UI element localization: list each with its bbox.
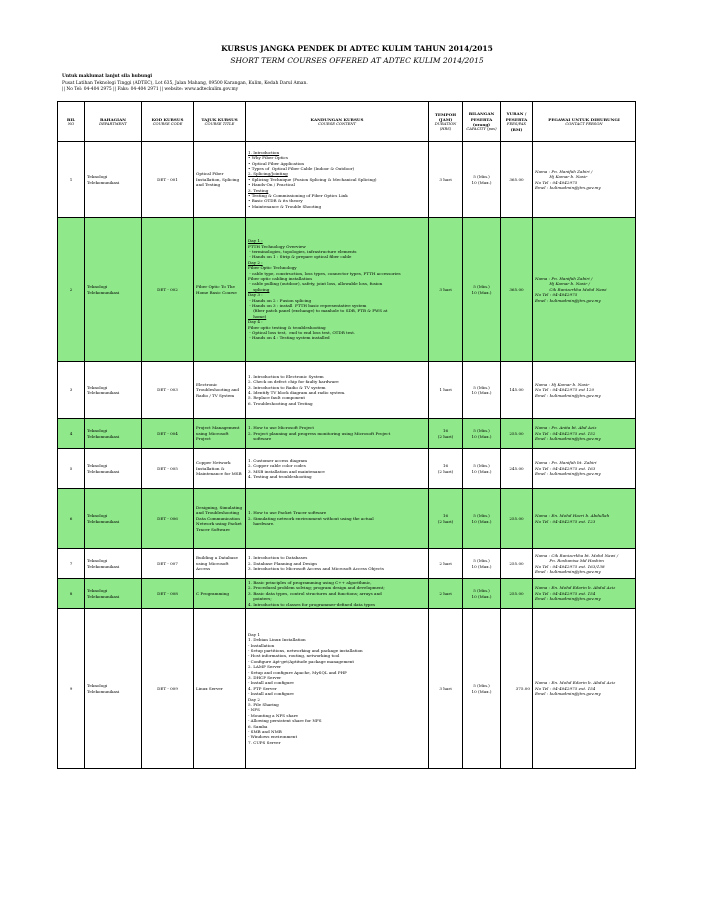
page-title: KURSUS JANGKA PENDEK DI ADTEC KULIM TAHUN 2014/2015	[221, 44, 493, 53]
info-address: Pusat Latihan Teknologi Tinggi (ADTEC), Lot 635, Jalan Mahang, 09500 Karangan, Kulim, Kedah Darul Aman.	[62, 81, 308, 86]
course-duration: 16 (2 hari)	[429, 449, 463, 489]
course-contact: Nama : En. Mohd Edarin b. Abdul Aziz No Tel : 04-4042975 ext. 154 Emel : kulimadmin@jtm.gov.my	[533, 609, 636, 769]
course-fee: 365.00	[501, 218, 533, 362]
course-capacity: 5 (Min.) 10 (Max.)	[463, 489, 501, 549]
col-tempoh: TEMPOH (JAM) DURATION (HRS)	[429, 102, 463, 142]
col-tajuk: TAJUK KURSUS COURSE TITLE	[194, 102, 246, 142]
course-fee: 145.00	[501, 362, 533, 419]
course-capacity: 5 (Min.) 10 (Max.)	[463, 549, 501, 579]
course-content: 1. Customer access diagram 2. Copper cable color codes 3. MSB installation and maintenance 4. Testing and troubleshooting	[246, 449, 429, 489]
course-code: DET - 008	[142, 579, 194, 609]
course-row	[58, 449, 636, 489]
course-contact: Nama : Pn. Hanifah Zabiri / Hj Kamar b. Nasir No Tel : 04-4042975 Emel : kulimadmin@jtm.gov.my	[533, 142, 636, 218]
table-header-row	[58, 102, 636, 142]
course-fee: 255.00	[501, 489, 533, 549]
course-dept: Teknologi Telekomunikasi	[85, 579, 142, 609]
course-title: Linux Server	[194, 609, 246, 769]
course-capacity: 5 (Min.) 10 (Max.)	[463, 449, 501, 489]
course-capacity: 5 (Min.) 10 (Max.)	[463, 419, 501, 449]
course-content: 1. Introduction to Electronic System 2. Check on defect chip for faulty hardware 3. Introduction to Radio & TV system 4. Identify TV block diagram and radio system. 5. Replace fault component 6. Troubleshooting and Testing	[246, 362, 429, 419]
course-capacity: 5 (Min.) 10 (Max.)	[463, 218, 501, 362]
course-content: 1. How to use Packet Tracer software 2. Simulating network environment without using the actual hardware.	[246, 489, 429, 549]
course-contact: Nama : Pn. Hanifah Zabiri / Hj Kamar b. Nasir / Cik Ranizerkha Mohd Nawi No Tel : 04-4042975 Emel : kulimadmin@jtm.gov.my	[533, 218, 636, 362]
course-no: 1	[58, 142, 85, 218]
course-row	[58, 489, 636, 549]
course-dept: Teknologi Telekomunikasi	[85, 218, 142, 362]
course-code: DET - 004	[142, 419, 194, 449]
course-code: DET - 002	[142, 218, 194, 362]
col-pegawai: PEGAWAI UNTUK DIHUBUNGI CONTACT PERSON	[533, 102, 636, 142]
course-dept: Teknologi Telekomunikasi	[85, 142, 142, 218]
course-duration: 3 hari	[429, 609, 463, 769]
info-heading: Untuk maklumat lanjut sila hubungi	[62, 74, 153, 79]
col-bil: BIL NO	[58, 102, 85, 142]
page-subtitle: SHORT TERM COURSES OFFERED AT ADTEC KULIM 2014/2015	[230, 56, 484, 65]
course-duration: 16 (2 hari)	[429, 419, 463, 449]
course-dept: Teknologi Telekomunikasi	[85, 419, 142, 449]
course-no: 6	[58, 489, 85, 549]
course-duration: 3 hari	[429, 142, 463, 218]
course-row	[58, 609, 636, 769]
course-no: 4	[58, 419, 85, 449]
course-table	[57, 101, 636, 769]
course-fee: 255.00	[501, 549, 533, 579]
course-contact: Nama : En. Mohd Edarin b. Abdul Aziz No Tel : 04-4042975 ext. 154 Emel : kulimadmin@jtm.gov.my	[533, 579, 636, 609]
course-content: Day 1 1. Debian Linux Installation - Installation - Setup partitions, networking and package installation - Host information, routing, networking tool - Configure Apt-get/Aptitude package management 2. LAMP Server - Setup and configure Apache, MySQL and PHP 3. DHCP Server - Install and configure 4. FTP Server - Install and configure Day 2 5. File Sharing - NFS - Mounting a NFS share - Allowing persistent share for NFS 6. Samba - SMB and NMB - Windows environment 7. CUPS Server	[246, 609, 429, 769]
course-fee: 365.00	[501, 142, 533, 218]
info-contacts: || No Tel: 04-404 2975 || Faks: 04-404 2971 || website: www.adteckulim.gov.my	[62, 87, 239, 92]
course-content: 1. Basic principles of programming using C++ algorithmic, 2. Procedural problem solving; program design and development; 3. Basic data types, control structures and functions; arrays and pointers; 4. Introduction to classes for programmer-defined data types	[246, 579, 429, 609]
course-no: 2	[58, 218, 85, 362]
course-fee: 255.00	[501, 419, 533, 449]
col-kandungan: KANDUNGAN KURSUS COURSE CONTENT	[246, 102, 429, 142]
course-dept: Teknologi Telekomunikasi	[85, 609, 142, 769]
col-yuran: YURAN / PESERTA FEES/PAX (RM)	[501, 102, 533, 142]
course-title: C Programming	[194, 579, 246, 609]
course-title: Project Management using Microsoft Project	[194, 419, 246, 449]
course-contact: Nama : En. Mohd Hazri b. Abdullah No Tel : 04-4042975 ext. 123	[533, 489, 636, 549]
course-capacity: 5 (Min.) 10 (Max.)	[463, 362, 501, 419]
course-fee: 245.00	[501, 449, 533, 489]
course-dept: Teknologi Telekomunikasi	[85, 549, 142, 579]
course-fee: 375.00	[501, 609, 533, 769]
course-fee: 255.00	[501, 579, 533, 609]
course-code: DET - 003	[142, 362, 194, 419]
course-title: Copper Network Installation & Maintenance for MSB	[194, 449, 246, 489]
course-code: DET - 009	[142, 609, 194, 769]
course-row	[58, 142, 636, 218]
course-title: Building a Database using Microsoft Access	[194, 549, 246, 579]
course-row	[58, 218, 636, 362]
course-content: Day 1 : FTTH Technology Overview - terminologies, topologies, infrastructure elements - Hands on 1 : Strip & prepare optical fiber cable Day 2 : Fiber Optic Technology - cable type, construction, loss types, connector types, FTTH accessories Fiber optic cabling installation - cable pulling (outdoor), safety, joint loss, allowable loss, fusion splicing Day 3 : - Hands on 2 : Fusion splicing - Hands on 3 : install FTTH basic representative system (fiber patch panel (exchange) to manhole to SDB, FTB & FWS at home) Day 4 : Fiber optic testing & troubleshooting - Optical loss test, end to end loss test, OTDR test. - Hands on 4 : Testing system installed	[246, 218, 429, 362]
course-dept: Teknologi Telekomunikasi	[85, 489, 142, 549]
course-title: Electronic Troubleshooting and Radio / TV System	[194, 362, 246, 419]
course-duration: 16 (2 hari)	[429, 489, 463, 549]
col-kod: KOD KURSUS COURSE CODE	[142, 102, 194, 142]
course-content: 1. Introduction • Why Fiber Optics • Optical Fiber Application • Types of Optical Fiber Cable (Indoor & Outdoor) 2. Splicing/Jointing • Splicing Technique (Fusion Splicing & Mechanical Splicing) • Hands-On / Practical 3. Testing • Testing & Commissioning of Fiber Optics Link • Basic OTDR & its theory • Maintenance & Trouble Shooting	[246, 142, 429, 218]
course-no: 5	[58, 449, 85, 489]
course-content: 1. Introduction to Databases 2. Database Planning and Design 3. Introduction to Microsoft Access and Microsoft Access Objects	[246, 549, 429, 579]
course-no: 8	[58, 579, 85, 609]
course-title: Fiber Optic To The Home Basic Course	[194, 218, 246, 362]
course-row	[58, 549, 636, 579]
course-capacity: 5 (Min.) 10 (Max.)	[463, 142, 501, 218]
course-no: 3	[58, 362, 85, 419]
course-code: DET - 007	[142, 549, 194, 579]
course-duration: 3 hari	[429, 218, 463, 362]
course-no: 7	[58, 549, 85, 579]
course-contact: Nama : Cik Ranizerkha bt. Mohd Nawi / Pn. Roshanisa Md Hashim No Tel : 04-4042975 ext. 163/138 Emel : kulimadmin@jtm.gov.my	[533, 549, 636, 579]
course-code: DET - 001	[142, 142, 194, 218]
course-title: Optical Fiber Installation, Splicing and Testing	[194, 142, 246, 218]
course-no: 9	[58, 609, 85, 769]
course-dept: Teknologi Telekomunikasi	[85, 362, 142, 419]
course-row	[58, 362, 636, 419]
col-bilangan: BILANGAN PESERTA (orang) CAPACITY (pax)	[463, 102, 501, 142]
course-row	[58, 579, 636, 609]
course-content: 1. How to use Microsoft Project 2. Project planning and progress monitoring using Microsoft Project software	[246, 419, 429, 449]
course-capacity: 5 (Min.) 10 (Max.)	[463, 609, 501, 769]
course-dept: Teknologi Telekomunikasi	[85, 449, 142, 489]
course-contact: Nama : Hj Kamar b. Nasir No Tel : 04-4042975 ext 120 Emel : kulimadmin@jtm.gov.my	[533, 362, 636, 419]
course-code: DET - 006	[142, 489, 194, 549]
course-contact: Nama : Pn. Anita bt. Abd Aziz No Tel : 04-4042975 ext. 152 Emel : kulimadmin@jtm.gov.my	[533, 419, 636, 449]
course-code: DET - 005	[142, 449, 194, 489]
course-contact: Nama : Pn. Hanifah bt. Zabiri No Tel : 04-4042975 ext. 163 Emel : kulimadmin@jtm.gov.my	[533, 449, 636, 489]
course-title: Designing, Simulating and Troubleshooting Data Communication Network using Packet Tracer Software	[194, 489, 246, 549]
course-duration: 2 hari	[429, 579, 463, 609]
course-duration: 1 hari	[429, 362, 463, 419]
col-bahagian: BAHAGIAN DEPARTMENT	[85, 102, 142, 142]
course-capacity: 5 (Min.) 10 (Max.)	[463, 579, 501, 609]
course-row	[58, 419, 636, 449]
course-duration: 2 hari	[429, 549, 463, 579]
